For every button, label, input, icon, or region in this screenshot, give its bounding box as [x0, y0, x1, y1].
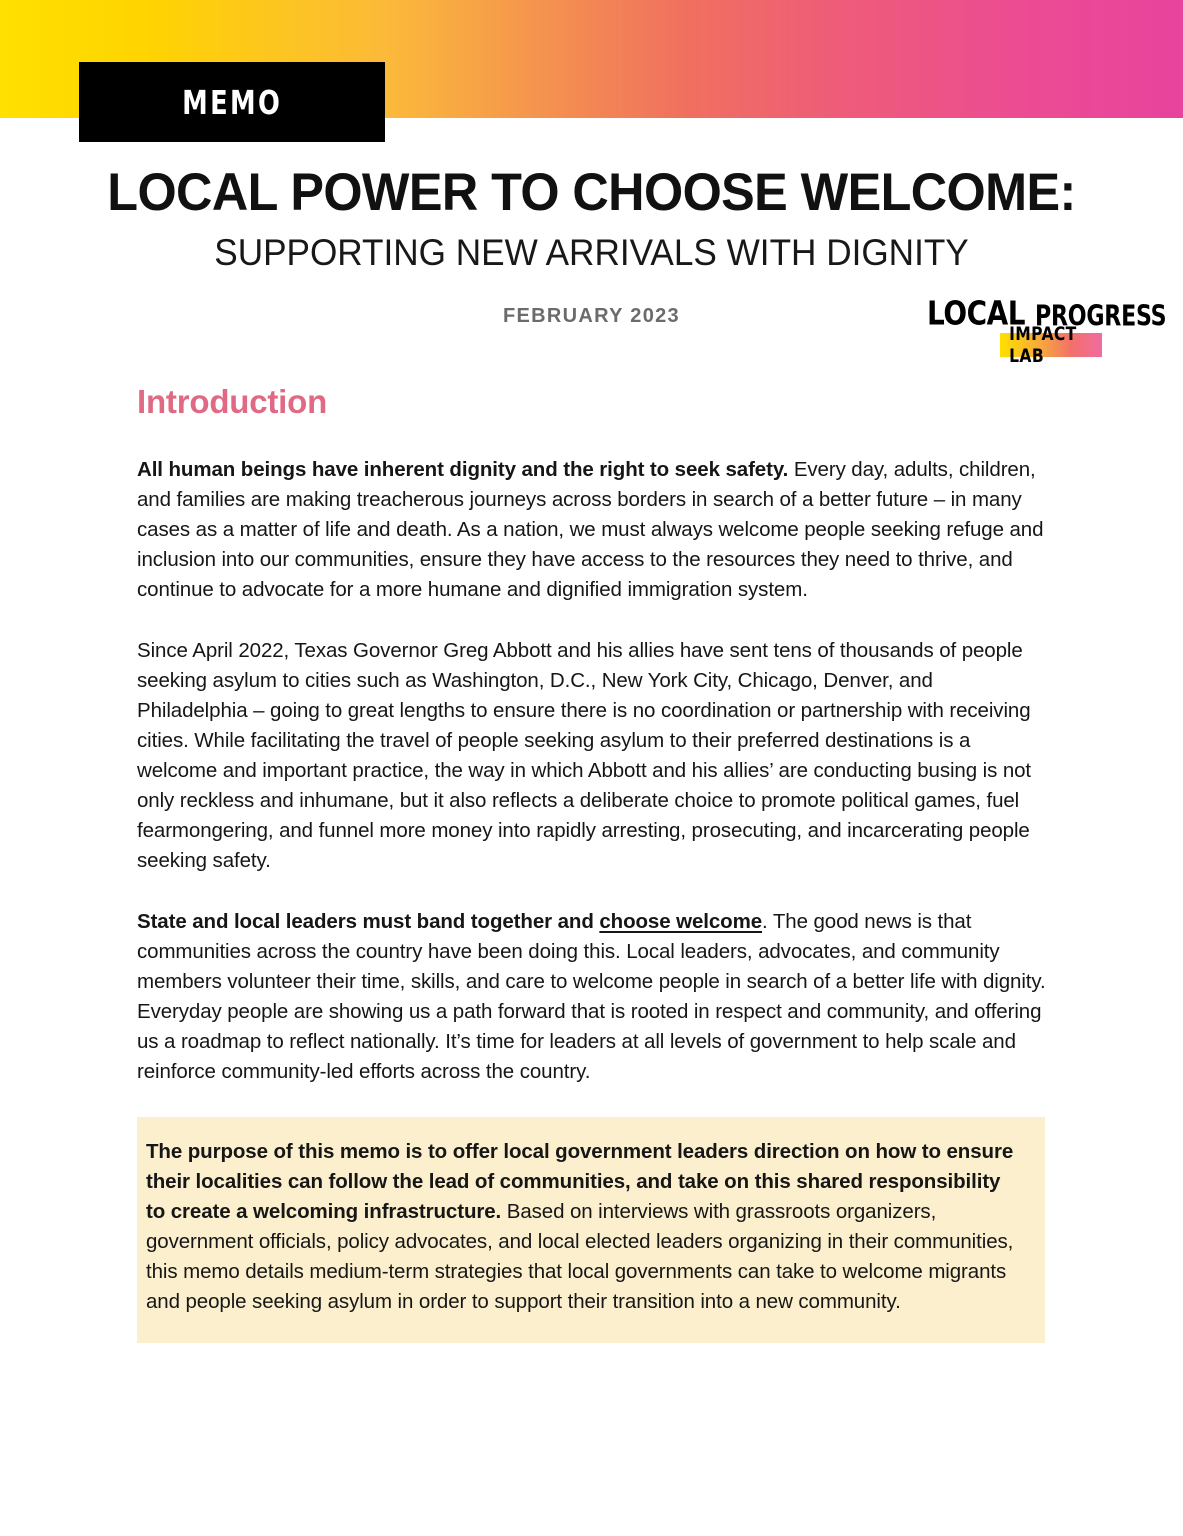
callout-body: Based on interviews with grassroots organizers, government officials, policy advocates, and local elected leaders organizing in their communities, this memo details medium-term strategies that local governments can take to welcome migrants and people seeking asylum in order to support their transition into a new community. — [146, 1200, 1014, 1313]
paragraph-body: Since April 2022, Texas Governor Greg Abbott and his allies have sent tens of thousands of people seeking asylum to cities such as Washington, D.C., New York City, Chicago, Denver, and Philadelphia – going to great lengths to ensure there is no coordination or partnership with receiving cities. While facilitating the travel of people seeking asylum to their preferred destinations is a welcome and important practice, the way in which Abbott and his allies’ are conducting busing is not only reckless and inhumane, but it also reflects a deliberate choice to promote political games, fuel fearmongering, and funnel more money into rapidly arresting, prosecuting, and incarcerating people seeking safety. — [137, 639, 1032, 872]
paragraph-lead-bold: All human beings have inherent dignity and the right to seek safety. — [137, 458, 789, 481]
page-title: LOCAL POWER TO CHOOSE WELCOME: — [107, 163, 1076, 222]
paragraph-lead-bold: State and local leaders must band together and — [137, 910, 600, 933]
section-heading-introduction: Introduction — [137, 383, 328, 420]
publication-date: FEBRUARY 2023 — [503, 305, 680, 327]
logo-word-local: LOCAL — [927, 295, 1026, 334]
paragraph-lead-underlined: choose welcome — [599, 910, 763, 933]
memo-tag — [79, 62, 385, 142]
logo-tagline-label: IMPACT LAB — [1009, 323, 1077, 367]
paragraph-body: . The good news is that communities across the country have been doing this. Local leaders, advocates, and community members volunteer their time, skills, and care to welcome people in search of a better life with dignity. Everyday people are showing us a path forward that is rooted in respect and community, and offering us a roadmap to reflect nationally. It’s time for leaders at all levels of government to help scale and reinforce community-led efforts across the country. — [137, 910, 1046, 1083]
purpose-callout-box — [137, 1117, 1045, 1343]
logo-word-progress: PROGRESS — [1035, 300, 1167, 334]
callout-lead-bold: The purpose of this memo is to offer local government leaders direction on how to ensure their localities can follow the lead of communities, and take on this shared responsibility to create a welcoming infrastructure. — [146, 1140, 1014, 1223]
paragraph — [137, 455, 1047, 605]
memo-tag-label: MEMO — [181, 82, 283, 122]
paragraph — [137, 907, 1047, 1087]
title-block — [0, 163, 1183, 275]
callout-paragraph — [146, 1137, 1023, 1317]
paragraph-body: Every day, adults, children, and families are making treacherous journeys across borders in search of a better future – in many cases as a matter of life and death. As a nation, we must always welcome people seeking refuge and inclusion into our communities, ensure they have access to the resources they need to thrive, and continue to advocate for a more humane and dignified immigration system. — [137, 458, 1044, 601]
body-content — [137, 455, 1047, 1087]
page-subtitle: SUPPORTING NEW ARRIVALS WITH DIGNITY — [214, 232, 969, 273]
local-progress-impact-lab-logo — [927, 295, 1167, 367]
paragraph — [137, 636, 1047, 876]
logo-tagline-band — [1000, 323, 1102, 367]
